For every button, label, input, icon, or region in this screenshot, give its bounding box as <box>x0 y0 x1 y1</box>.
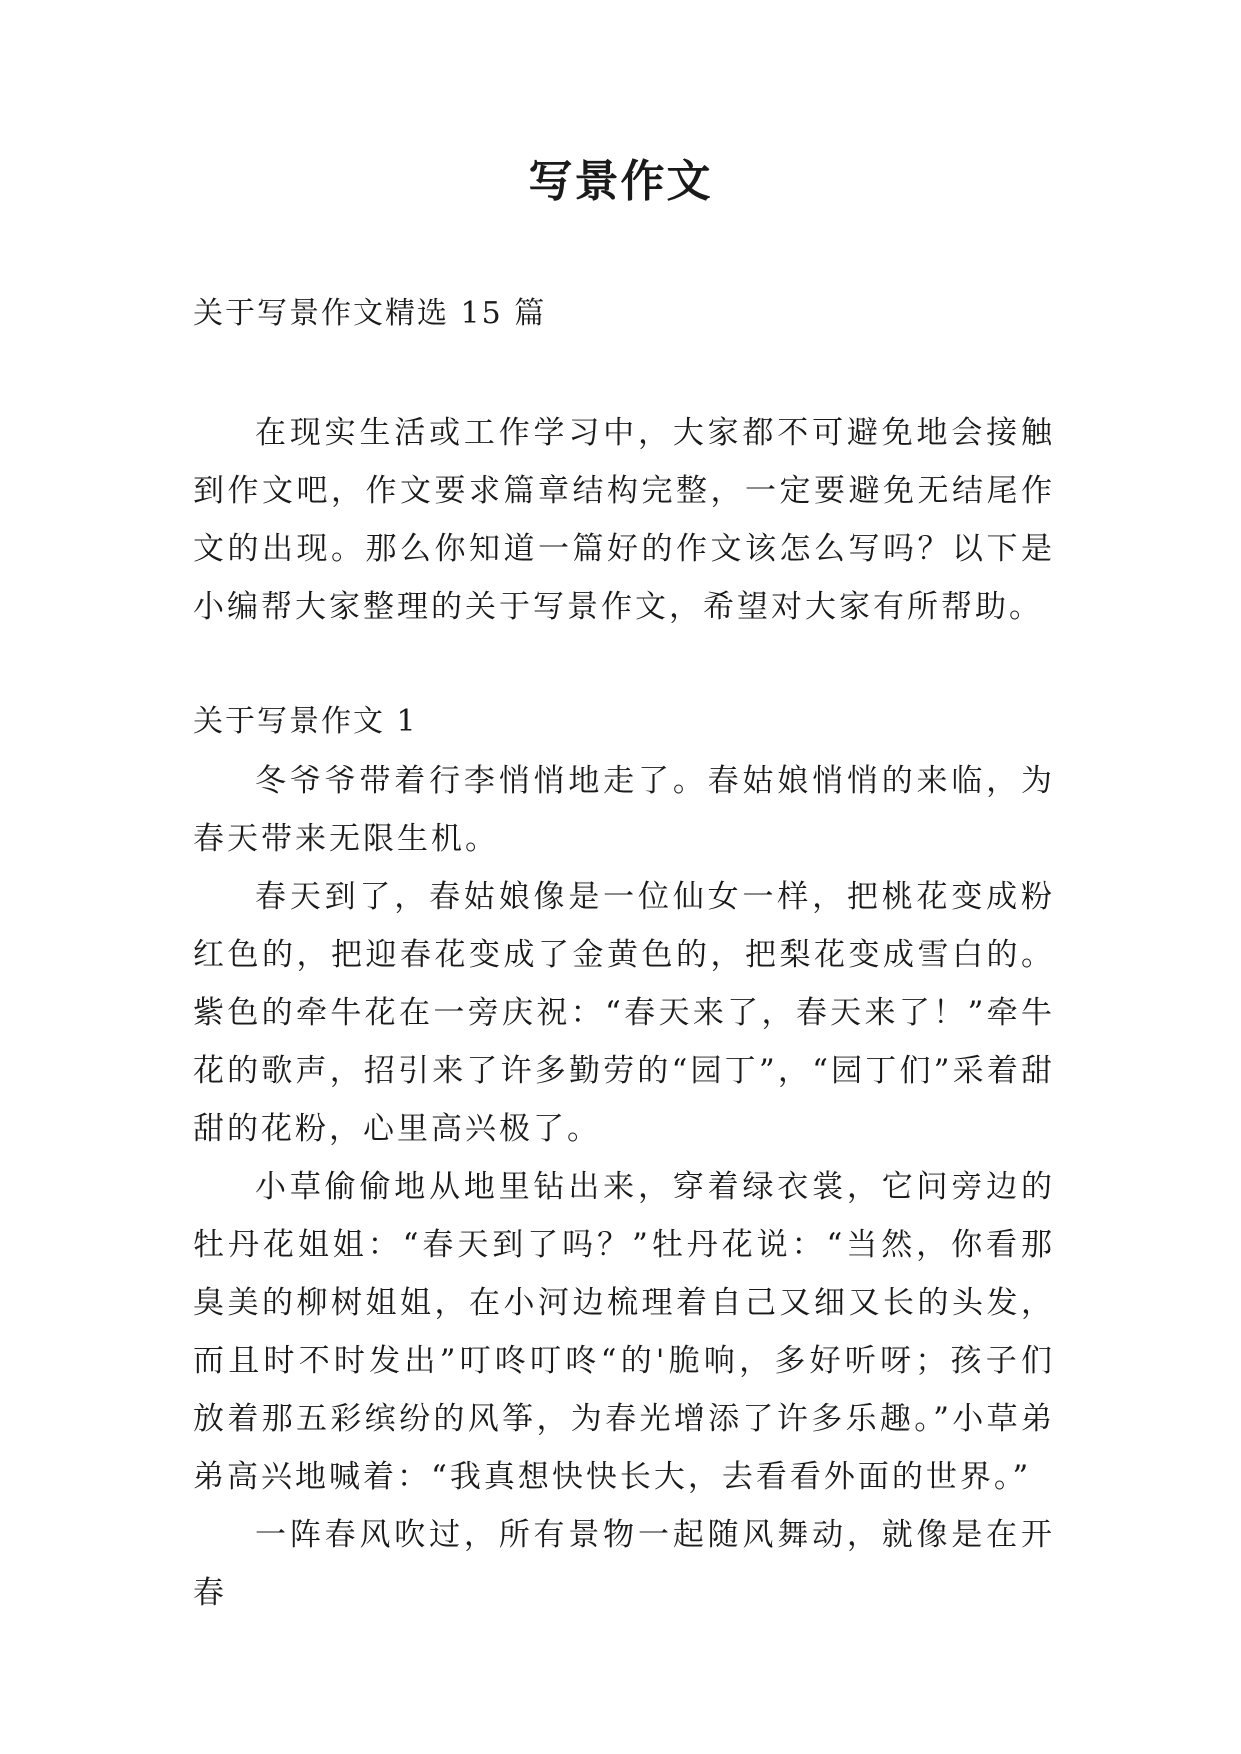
document-title: 写景作文 <box>528 156 713 207</box>
body-paragraph-4: 一阵春风吹过，所有景物一起随风舞动，就像是在开春 <box>193 1517 1055 1611</box>
section-body <box>193 752 1055 1622</box>
document-subtitle: 关于写景作文精选 15 篇 <box>193 296 547 331</box>
intro-paragraph: 在现实生活或工作学习中，大家都不可避免地会接触到作文吧，作文要求篇章结构完整，一定要避免无结尾作文的出现。那么你知道一篇好的作文该怎么写吗？以下是小编帮大家整理的关于写景作文，希望对大家有所帮助。 <box>193 415 1055 625</box>
body-paragraph-1: 冬爷爷带着行李悄悄地走了。春姑娘悄悄的来临，为春天带来无限生机。 <box>193 763 1055 857</box>
section-heading: 关于写景作文 1 <box>193 704 418 739</box>
body-paragraph-2: 春天到了，春姑娘像是一位仙女一样，把桃花变成粉红色的，把迎春花变成了金黄色的，把梨花变成雪白的。紫色的牵牛花在一旁庆祝：“春天来了，春天来了！”牵牛花的歌声，招引来了许多勤劳的“园丁”，“园丁们”采着甜甜的花粉，心里高兴极了。 <box>193 879 1055 1147</box>
body-paragraph-3: 小草偷偷地从地里钻出来，穿着绿衣裳，它问旁边的牡丹花姐姐：“春天到了吗？”牡丹花说：“当然，你看那臭美的柳树姐姐，在小河边梳理着自己又细又长的头发，而且时不时发出”叮咚叮咚“的'脆响，多好听呀；孩子们放着那五彩缤纷的风筝，为春光增添了许多乐趣。”小草弟弟高兴地喊着：“我真想快快长大，去看看外面的世界。” <box>193 1169 1055 1495</box>
intro-block <box>193 404 1055 636</box>
